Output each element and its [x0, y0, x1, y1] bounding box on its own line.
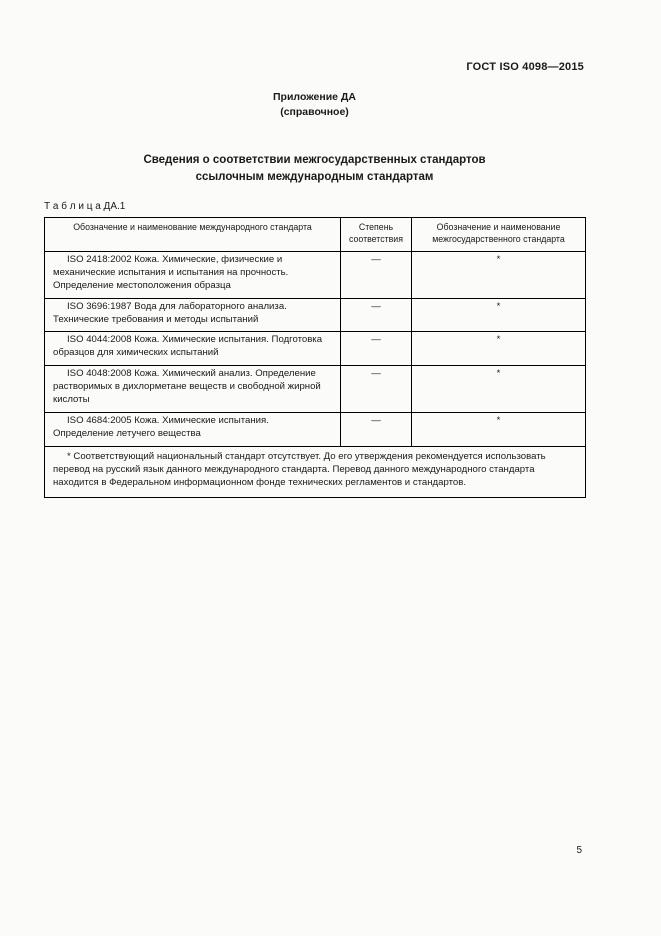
- table-label: Т а б л и ц а ДА.1: [44, 201, 126, 212]
- table-footnote: * Соответствующий национальный стандарт отсутствует. До его утверждения рекомендуется использовать перевод на русский язык данного международного стандарта. Перевод данного международного стандарта находится в Федеральном информационном фонде технических регламентов и стандартов.: [45, 447, 586, 498]
- cell-degree: —: [341, 298, 412, 332]
- appendix-heading: [44, 90, 585, 120]
- header-interstate-standard: Обозначение и наименование межгосударственного стандарта: [412, 218, 586, 252]
- table-row: [45, 366, 586, 413]
- page-number: 5: [576, 845, 582, 856]
- cell-degree: —: [341, 332, 412, 366]
- table-row: [45, 251, 586, 298]
- table-footnote-row: [45, 447, 586, 498]
- cell-degree: —: [341, 251, 412, 298]
- table-body: [45, 251, 586, 497]
- cell-interstate: *: [412, 332, 586, 366]
- page-title: [44, 152, 585, 187]
- header-conformity-degree: Степень соответствия: [341, 218, 412, 252]
- cell-standard: ISO 4044:2008 Кожа. Химические испытания. Подготовка образцов для химических испытаний: [45, 332, 341, 366]
- cell-degree: —: [341, 366, 412, 413]
- document-number: ГОСТ ISO 4098—2015: [466, 61, 584, 73]
- appendix-label: Приложение ДА: [273, 91, 356, 103]
- page-title-line1: Сведения о соответствии межгосударственных стандартов: [143, 154, 486, 166]
- cell-degree: —: [341, 413, 412, 447]
- cell-standard: ISO 4048:2008 Кожа. Химический анализ. Определение растворимых в дихлорметане веществ и свободной жирной кислоты: [45, 366, 341, 413]
- cell-interstate: *: [412, 251, 586, 298]
- table-header: [45, 218, 586, 252]
- appendix-type: (справочное): [280, 106, 349, 119]
- cell-interstate: *: [412, 413, 586, 447]
- cell-standard: ISO 4684:2005 Кожа. Химические испытания. Определение летучего вещества: [45, 413, 341, 447]
- conformity-table: [44, 217, 586, 498]
- cell-standard: ISO 2418:2002 Кожа. Химические, физические и механические испытания и испытания на прочность. Определение местоположения образца: [45, 251, 341, 298]
- cell-interstate: *: [412, 298, 586, 332]
- header-international-standard: Обозначение и наименование международного стандарта: [45, 218, 341, 252]
- page-title-line2: ссылочным международным стандартам: [195, 171, 434, 184]
- cell-standard: ISO 3696:1987 Вода для лабораторного анализа. Технические требования и методы испытаний: [45, 298, 341, 332]
- table-row: [45, 332, 586, 366]
- table-header-row: [45, 218, 586, 252]
- table-row: [45, 298, 586, 332]
- table-row: [45, 413, 586, 447]
- cell-interstate: *: [412, 366, 586, 413]
